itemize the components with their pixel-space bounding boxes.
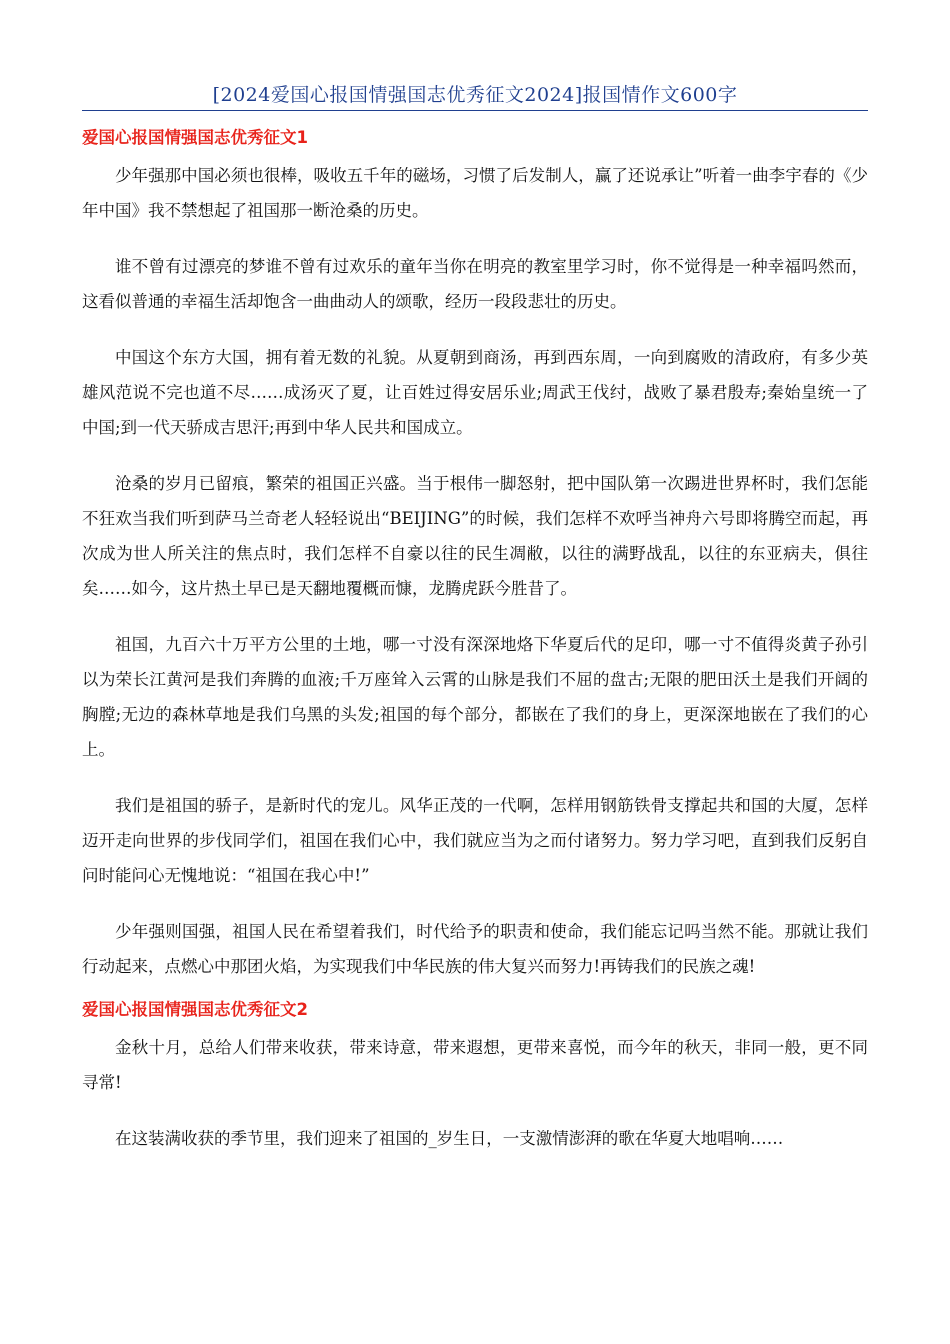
paragraph: 金秋十月，总给人们带来收获，带来诗意，带来遐想，更带来喜悦，而今年的秋天，非同一般，更不同寻常! [82, 1038, 868, 1092]
page-header-title: [2024爱国心报国情强国志优秀征文2024]报国情作文600字 [212, 84, 738, 106]
paragraph: 谁不曾有过漂亮的梦谁不曾有过欢乐的童年当你在明亮的教室里学习时，你不觉得是一种幸福吗然而，这看似普通的幸福生活却饱含一曲曲动人的颂歌，经历一段段悲壮的历史。 [82, 257, 868, 311]
paragraph: 少年强那中国必须也很棒，吸收五千年的磁场，习惯了后发制人，赢了还说承让”听着一曲李宇春的《少年中国》我不禁想起了祖国那一断沧桑的历史。 [82, 166, 868, 220]
paragraph: 在这装满收获的季节里，我们迎来了祖国的_岁生日，一支激情澎湃的歌在华夏大地唱响…… [115, 1129, 784, 1148]
paragraph: 中国这个东方大国，拥有着无数的礼貌。从夏朝到商汤，再到西东周，一向到腐败的清政府，有多少英雄风范说不完也道不尽……成汤灭了夏，让百姓过得安居乐业;周武王伐纣，战败了暴君殷寿;秦始皇统一了中国;到一代天骄成吉思汗;再到中华人民共和国成立。 [82, 348, 868, 437]
header-divider [82, 110, 868, 111]
section-title: 爱国心报国情强国志优秀征文2 [82, 1000, 308, 1019]
paragraph: 沧桑的岁月已留痕，繁荣的祖国正兴盛。当于根伟一脚怒射，把中国队第一次踢进世界杯时，我们怎能不狂欢当我们听到萨马兰奇老人轻轻说出“BEIJING”的时候，我们怎样不欢呼当神舟六号即将腾空而起，再次成为世人所关注的焦点时，我们怎样不自豪以往的民生凋敝，以往的满野战乱，以往的东亚病夫，俱往矣……如今，这片热土早已是天翻地覆概而慷，龙腾虎跃今胜昔了。 [82, 474, 868, 598]
paragraph: 少年强则国强，祖国人民在希望着我们，时代给予的职责和使命，我们能忘记吗当然不能。那就让我们行动起来，点燃心中那团火焰，为实现我们中华民族的伟大复兴而努力!再铸我们的民族之魂! [82, 922, 868, 976]
paragraph: 我们是祖国的骄子，是新时代的宠儿。风华正茂的一代啊，怎样用钢筋铁骨支撑起共和国的大厦，怎样迈开走向世界的步伐同学们，祖国在我们心中，我们就应当为之而付诸努力。努力学习吧，直到我们反躬自问时能问心无愧地说：“祖国在我心中!” [82, 796, 868, 885]
paragraph: 祖国，九百六十万平方公里的土地，哪一寸没有深深地烙下华夏后代的足印，哪一寸不值得炎黄子孙引以为荣长江黄河是我们奔腾的血液;千万座耸入云霄的山脉是我们不屈的盘古;无限的肥田沃土是我们开阔的胸膛;无边的森林草地是我们乌黑的头发;祖国的每个部分，都嵌在了我们的身上，更深深地嵌在了我们的心上。 [82, 635, 868, 759]
document-body [82, 126, 868, 1177]
section-title: 爱国心报国情强国志优秀征文1 [82, 128, 308, 147]
